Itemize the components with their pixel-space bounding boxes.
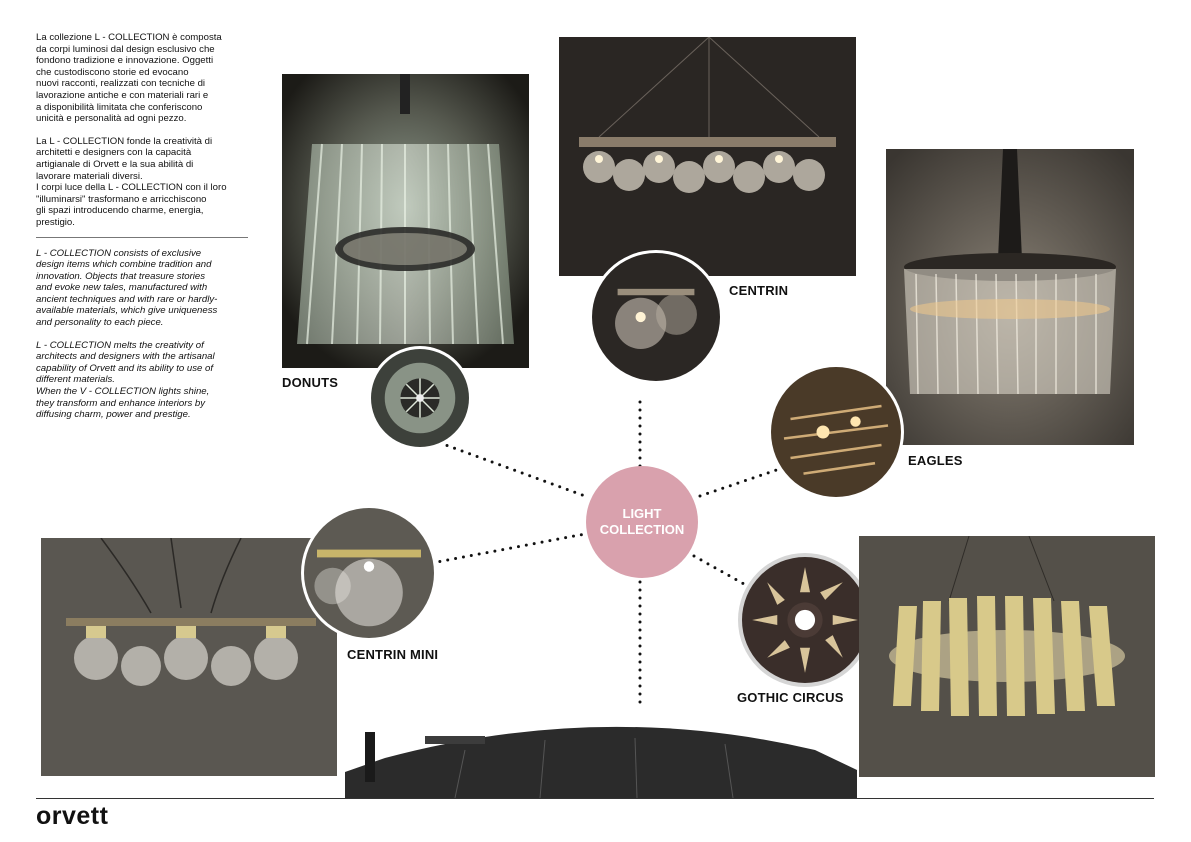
centrin-detail-circle: [589, 250, 723, 384]
eagles-label: EAGLES: [908, 453, 963, 468]
centrin-mini-photo: [41, 538, 337, 776]
intro-it-paragraph-1: La collezione L - COLLECTION è composta da corpi luminosi dal design esclusivo che fondono tradizione e innovazione. Oggetti che custodiscono storie ed evocano nuovi racconti, realizzati con tecniche di lavorazione antiche e con materiali rari e a disponibilità limitata che conferiscono unicità e personalità ad ogni pezzo.: [36, 32, 222, 125]
building-roof-photo: [345, 710, 857, 798]
footer-divider: [36, 798, 1154, 799]
eagles-detail-circle: [768, 364, 904, 500]
intro-en-paragraph-2: L - COLLECTION melts the creativity of architects and designers with the artisanal capability of Orvett and its ability to use of different materials. When the V - COLLECTION lights shine, they transform and enhance interiors by diffusing charm, power and prestige.: [36, 339, 215, 421]
intro-text: [36, 32, 250, 421]
centrin-mini-label: CENTRIN MINI: [347, 647, 439, 662]
donuts-photo: [282, 74, 529, 368]
centrin-photo: [559, 37, 856, 276]
intro-en-paragraph-1: L - COLLECTION consists of exclusive design items which combine tradition and innovation. Objects that treasure stories and evoke new tales, manufactured with ancient techniques and with rare or hardly- available materials, which give uniqueness and personality to each piece.: [36, 247, 218, 329]
orvett-logo: orvett: [36, 802, 109, 830]
centrin-mini-detail-circle: [301, 505, 437, 641]
hub-line-2: COLLECTION: [599, 522, 685, 537]
light-collection-hub: [586, 466, 698, 578]
donuts-label: DONUTS: [282, 375, 339, 390]
text-divider: [36, 237, 248, 238]
gothic-circus-label: GOTHIC CIRCUS: [737, 690, 844, 705]
eagles-photo: [886, 149, 1134, 445]
hub-line-1: LIGHT: [622, 506, 662, 521]
centrin-label: CENTRIN: [729, 283, 789, 298]
donuts-detail-circle: [368, 346, 472, 450]
intro-it-paragraph-2: La L - COLLECTION fonde la creatività di architetti e designers con la capacità artigianale di Orvett e la sua abilità di lavorare materiali diversi. I corpi luce della L - COLLECTION con il loro "illuminarsi" trasformano e arricchiscono gli spazi introducendo charme, energia, prestigio.: [36, 135, 227, 228]
gothic-circus-detail-circle: [738, 553, 872, 687]
gothic-circus-photo: [859, 536, 1155, 777]
